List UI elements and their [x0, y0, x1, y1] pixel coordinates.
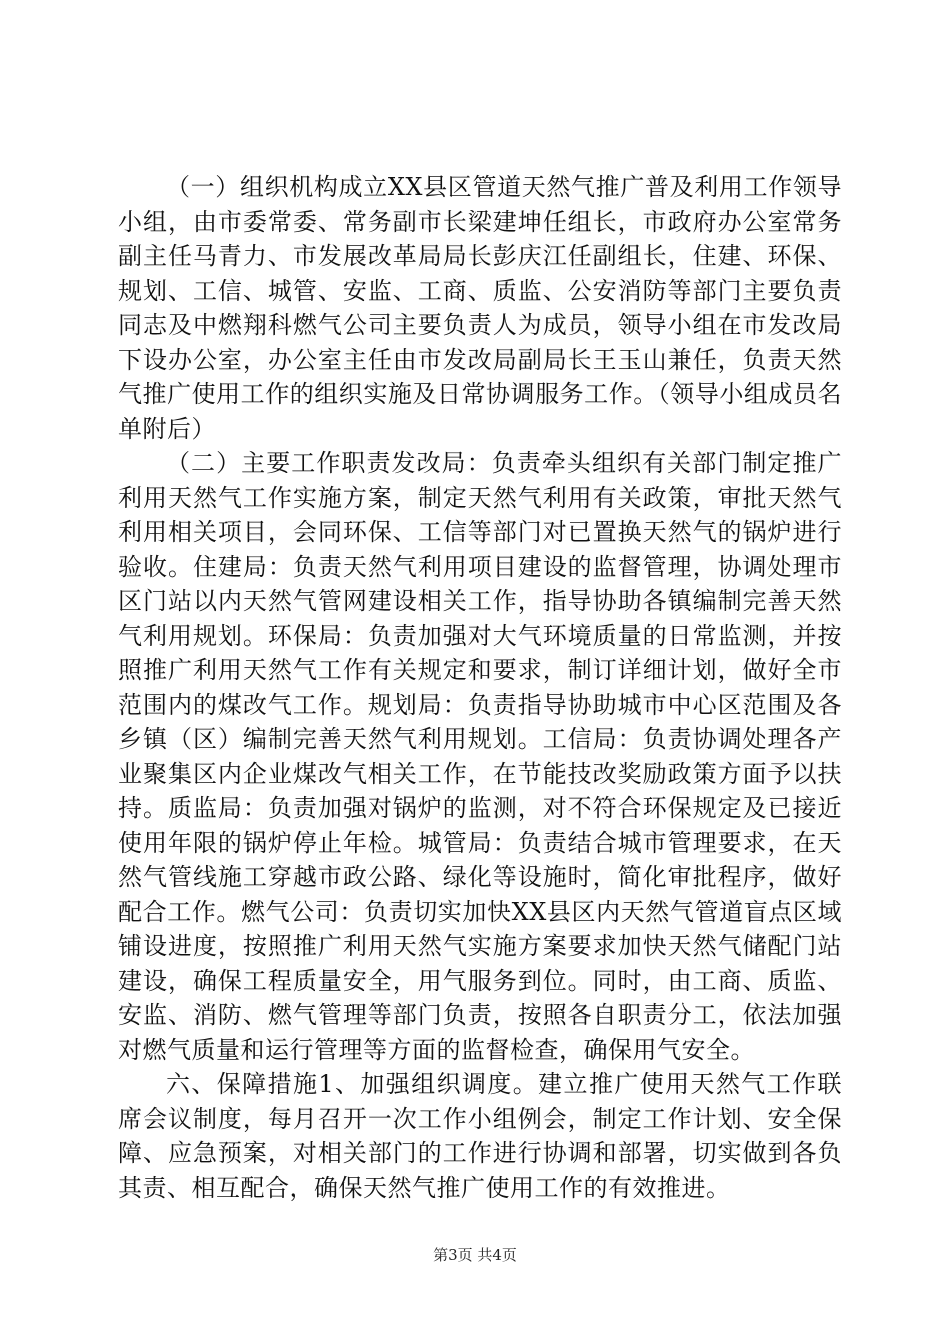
- page-footer: 第3页 共4页: [433, 1246, 517, 1264]
- paragraph-organization: （一）组织机构成立XX县区管道天然气推广普及利用工作领导小组，由市委常委、常务副市长梁建坤任组长，市政府办公室常务副主任马青力、市发展改革局局长彭庆江任副组长，住建、环保、规划、工信、城管、安监、工商、质监、公安消防等部门主要负责同志及中燃翔科燃气公司主要负责人为成员，领导小组在市发改局下设办公室，办公室主任由市发改局副局长王玉山兼任，负责天然气推广使用工作的组织实施及日常协调服务工作。（领导小组成员名单附后）: [118, 173, 842, 443]
- paragraph-safeguards: 六、保障措施1、加强组织调度。建立推广使用天然气工作联席会议制度，每月召开一次工作小组例会，制定工作计划、安全保障、应急预案，对相关部门的工作进行协调和部署，切实做到各负其责、相互配合，确保天然气推广使用工作的有效推进。: [118, 1070, 842, 1202]
- document-body: [118, 170, 842, 1205]
- paragraph-responsibilities: （二）主要工作职责发改局：负责牵头组织有关部门制定推广利用天然气工作实施方案，制定天然气利用有关政策，审批天然气利用相关项目，会同环保、工信等部门对已置换天然气的锅炉进行验收。住建局：负责天然气利用项目建设的监督管理，协调处理市区门站以内天然气管网建设相关工作，指导协助各镇编制完善天然气利用规划。环保局：负责加强对大气环境质量的日常监测，并按照推广利用天然气工作有关规定和要求，制订详细计划，做好全市范围内的煤改气工作。规划局：负责指导协助城市中心区范围及各乡镇（区）编制完善天然气利用规划。工信局：负责协调处理各产业聚集区内企业煤改气相关工作，在节能技改奖励政策方面予以扶持。质监局：负责加强对锅炉的监测，对不符合环保规定及已接近使用年限的锅炉停止年检。城管局：负责结合城市管理要求，在天然气管线施工穿越市政公路、绿化等设施时，简化审批程序，做好配合工作。燃气公司：负责切实加快XX县区内天然气管道盲点区域铺设进度，按照推广利用天然气实施方案要求加快天然气储配门站建设，确保工程质量安全，用气服务到位。同时，由工商、质监、安监、消防、燃气管理等部门负责，按照各自职责分工，依法加强对燃气质量和运行管理等方面的监督检查，确保用气安全。: [118, 449, 842, 1064]
